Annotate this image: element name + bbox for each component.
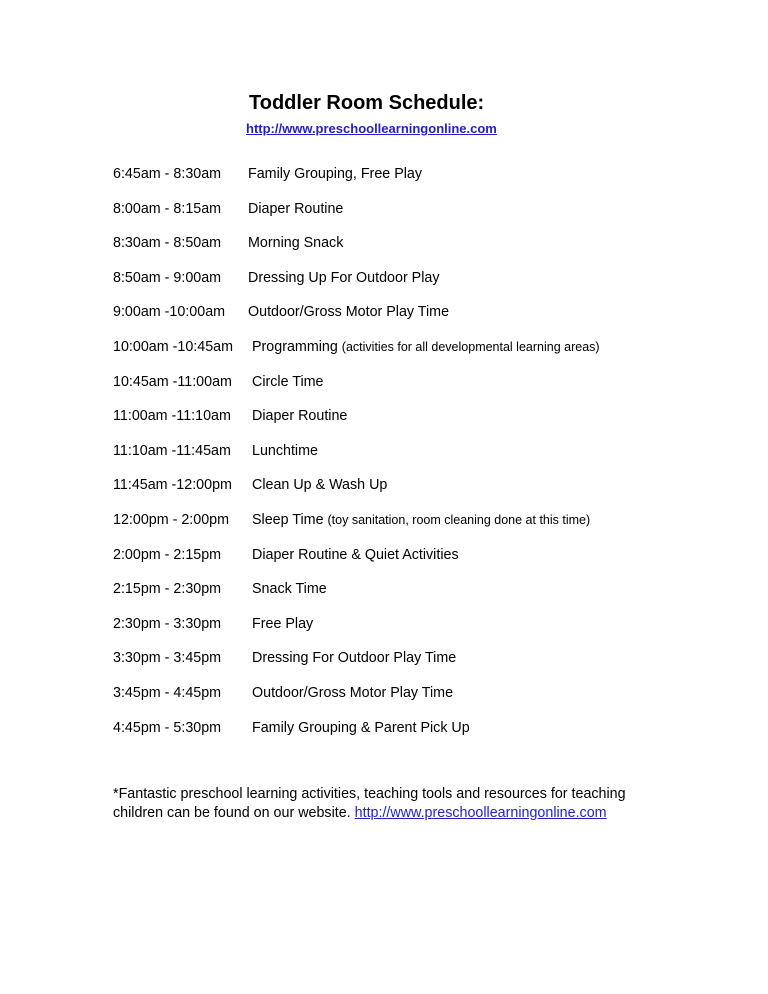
footer-website-link[interactable]: http://www.preschoollearningonline.com: [354, 805, 607, 821]
schedule-list: [113, 164, 713, 752]
schedule-activity: Diaper Routine: [252, 408, 348, 425]
schedule-time: 2:30pm - 3:30pm: [113, 615, 222, 632]
schedule-row: [113, 441, 713, 476]
schedule-row: [113, 475, 713, 510]
schedule-activity: Outdoor/Gross Motor Play Time: [252, 684, 454, 701]
schedule-time: 4:45pm - 5:30pm: [113, 719, 222, 736]
schedule-time: 8:00am - 8:15am: [113, 200, 222, 217]
schedule-activity: Free Play: [252, 615, 314, 632]
schedule-row: [113, 510, 713, 545]
schedule-time: 3:30pm - 3:45pm: [113, 650, 222, 667]
schedule-time: 9:00am -10:00am: [113, 304, 226, 321]
schedule-time: 10:45am -11:00am: [113, 373, 232, 390]
schedule-row: [113, 579, 713, 614]
schedule-time: 3:45pm - 4:45pm: [113, 684, 222, 701]
footer-note: [113, 785, 673, 823]
schedule-activity-with-note: [252, 510, 590, 530]
schedule-activity: Morning Snack: [248, 235, 344, 252]
schedule-time: 11:45am -12:00pm: [113, 477, 232, 494]
schedule-time: 10:00am -10:45am: [113, 338, 234, 355]
schedule-activity: Clean Up & Wash Up: [252, 477, 388, 494]
schedule-activity: Snack Time: [252, 581, 327, 598]
schedule-row: [113, 648, 713, 683]
schedule-activity: Dressing For Outdoor Play Time: [252, 650, 457, 667]
schedule-row: [113, 268, 713, 303]
schedule-time: 12:00pm - 2:00pm: [113, 511, 230, 528]
schedule-time: 6:45am - 8:30am: [113, 166, 222, 182]
schedule-row: [113, 614, 713, 649]
schedule-activity-with-note: [252, 337, 600, 357]
schedule-activity: Family Grouping & Parent Pick Up: [252, 719, 470, 736]
schedule-row: [113, 302, 713, 337]
schedule-row: [113, 718, 713, 753]
header-website-link[interactable]: http://www.preschoollearningonline.com: [246, 121, 497, 136]
schedule-row: [113, 545, 713, 580]
schedule-time: 8:30am - 8:50am: [113, 235, 222, 252]
schedule-row: [113, 372, 713, 407]
schedule-activity: Diaper Routine & Quiet Activities: [252, 546, 459, 563]
page-title: Toddler Room Schedule:: [249, 92, 485, 114]
schedule-note: (activities for all developmental learning areas): [341, 339, 600, 354]
schedule-time: 2:00pm - 2:15pm: [113, 546, 222, 563]
schedule-activity: Dressing Up For Outdoor Play: [248, 269, 440, 286]
schedule-row: [113, 199, 713, 234]
schedule-activity: Programming: [252, 338, 338, 355]
schedule-row: [113, 233, 713, 268]
schedule-activity: Sleep Time: [252, 511, 324, 528]
schedule-time: 11:10am -11:45am: [113, 442, 231, 459]
schedule-row: [113, 683, 713, 718]
schedule-row: [113, 406, 713, 441]
schedule-note: (toy sanitation, room cleaning done at this time): [327, 512, 591, 527]
schedule-activity: Circle Time: [252, 373, 324, 390]
schedule-row: [113, 164, 713, 199]
schedule-row: [113, 337, 713, 372]
schedule-activity: Family Grouping, Free Play: [248, 166, 423, 182]
schedule-activity: Outdoor/Gross Motor Play Time: [248, 304, 450, 321]
footer-text: *Fantastic preschool learning activities, teaching tools and resources for teaching children can be found on our website.: [113, 786, 626, 821]
schedule-time: 11:00am -11:10am: [113, 408, 231, 425]
schedule-time: 8:50am - 9:00am: [113, 269, 222, 286]
schedule-time: 2:15pm - 2:30pm: [113, 581, 222, 598]
schedule-activity: Diaper Routine: [248, 200, 344, 217]
schedule-activity: Lunchtime: [252, 442, 318, 459]
